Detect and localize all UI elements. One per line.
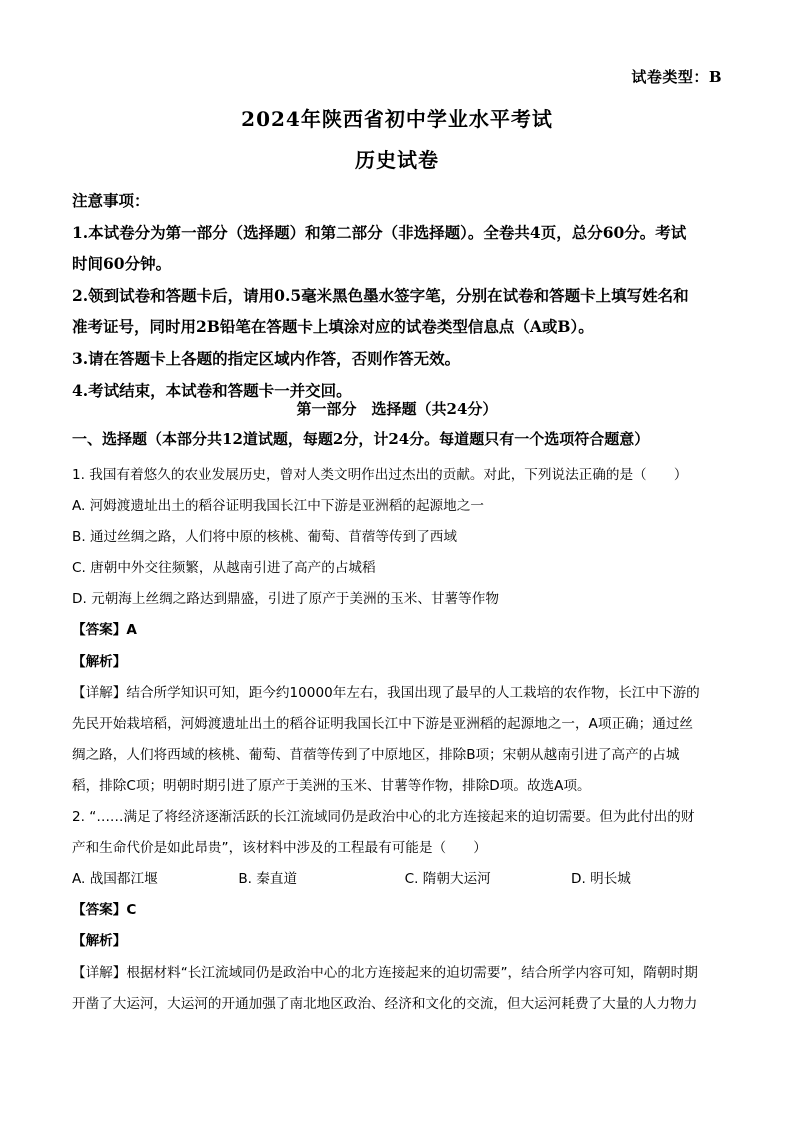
notes-line: 3.请在答题卡上各题的指定区域内作答，否则作答无效。 [72, 348, 461, 368]
notes-line: 时间60分钟。 [72, 254, 172, 274]
question-2-option-d: D. 明长城 [570, 871, 631, 888]
notes-heading: 注意事项： [72, 191, 150, 210]
question-1-option-b: B. 通过丝绸之路，人们将中原的核桃、葡萄、苜蓿等传到了西域 [72, 529, 457, 546]
question-1-stem: 1. 我国有着悠久的农业发展历史，曾对人类文明作出过杰出的贡献。对此，下列说法正确的是（ ） [72, 467, 688, 483]
question-2-option-b: B. 秦直道 [238, 871, 298, 888]
question-1-detail-line: 稻，排除C项；明朝时期引进了原产于美洲的玉米、甘薯等作物，排除D项。故选A项。 [72, 777, 591, 794]
question-1-detail-line: 绸之路，人们将西域的核桃、葡萄、苜蓿等传到了中原地区，排除B项；宋朝从越南引进了高产的占城 [72, 746, 680, 763]
question-1-analysis-label: 【解析】 [72, 653, 127, 670]
question-2-analysis-label: 【解析】 [72, 933, 127, 950]
notes-line: 1.本试卷分为第一部分（选择题）和第二部分（非选择题）。全卷共4页，总分60分。考试 [72, 222, 687, 242]
part1-heading: 第一部分 选择题（共24分） [296, 400, 498, 418]
question-2-answer: 【答案】C [72, 902, 137, 919]
question-2-detail-line: 开凿了大运河，大运河的开通加强了南北地区政治、经济和文化的交流，但大运河耗费了大量的人力物力 [72, 995, 698, 1012]
question-1-detail-line: 先民开始栽培稻，河姆渡遗址出土的稻谷证明我国长江中下游是亚洲稻的起源地之一，A项正确；通过丝 [72, 715, 694, 732]
question-2-option-a: A. 战国都江堰 [72, 871, 158, 888]
paper-type-label: 试卷类型：B [631, 68, 722, 86]
question-2-stem-line: 产和生命代价是如此昂贵”，该材料中涉及的工程最有可能是（ ） [72, 840, 487, 857]
section-heading: 一、选择题（本部分共12道试题，每题2分，计24分。每道题只有一个选项符合题意） [72, 430, 650, 448]
question-1-option-a: A. 河姆渡遗址出土的稻谷证明我国长江中下游是亚洲稻的起源地之一 [72, 498, 484, 515]
questions-area [72, 460, 722, 1020]
notes-line: 2.领到试卷和答题卡后，请用0.5毫米黑色墨水签字笔，分别在试卷和答题卡上填写姓名和 [72, 285, 689, 305]
notes-section [72, 185, 722, 406]
notes-line: 4.考试结束，本试卷和答题卡一并交回。 [72, 380, 352, 400]
notes-line: 准考证号，同时用2B铅笔在答题卡上填涂对应的试卷类型信息点（A或B）。 [72, 317, 594, 337]
question-2-detail-line: 【详解】根据材料“长江流域同仍是政治中心的北方连接起来的迫切需要”，结合所学内容可知，隋朝时期 [72, 964, 698, 981]
exam-title: 2024年陕西省初中学业水平考试 [241, 107, 553, 131]
question-1-detail-line: 【详解】结合所学知识可知，距今约10000年左右，我国出现了最早的人工栽培的农作物，长江中下游的 [72, 684, 700, 701]
question-1-option-c: C. 唐朝中外交往频繁，从越南引进了高产的占城稻 [72, 560, 376, 577]
question-2-option-c: C. 隋朝大运河 [404, 871, 491, 888]
question-2-options [72, 864, 722, 895]
question-1-answer: 【答案】A [72, 622, 137, 639]
question-1-option-d: D. 元朝海上丝绸之路达到鼎盛，引进了原产于美洲的玉米、甘薯等作物 [72, 591, 499, 608]
question-2-stem-line: 2. “……满足了将经济逐渐活跃的长江流域同仍是政治中心的北方连接起来的迫切需要。但为此付出的财 [72, 809, 695, 826]
exam-subtitle: 历史试卷 [355, 148, 439, 172]
